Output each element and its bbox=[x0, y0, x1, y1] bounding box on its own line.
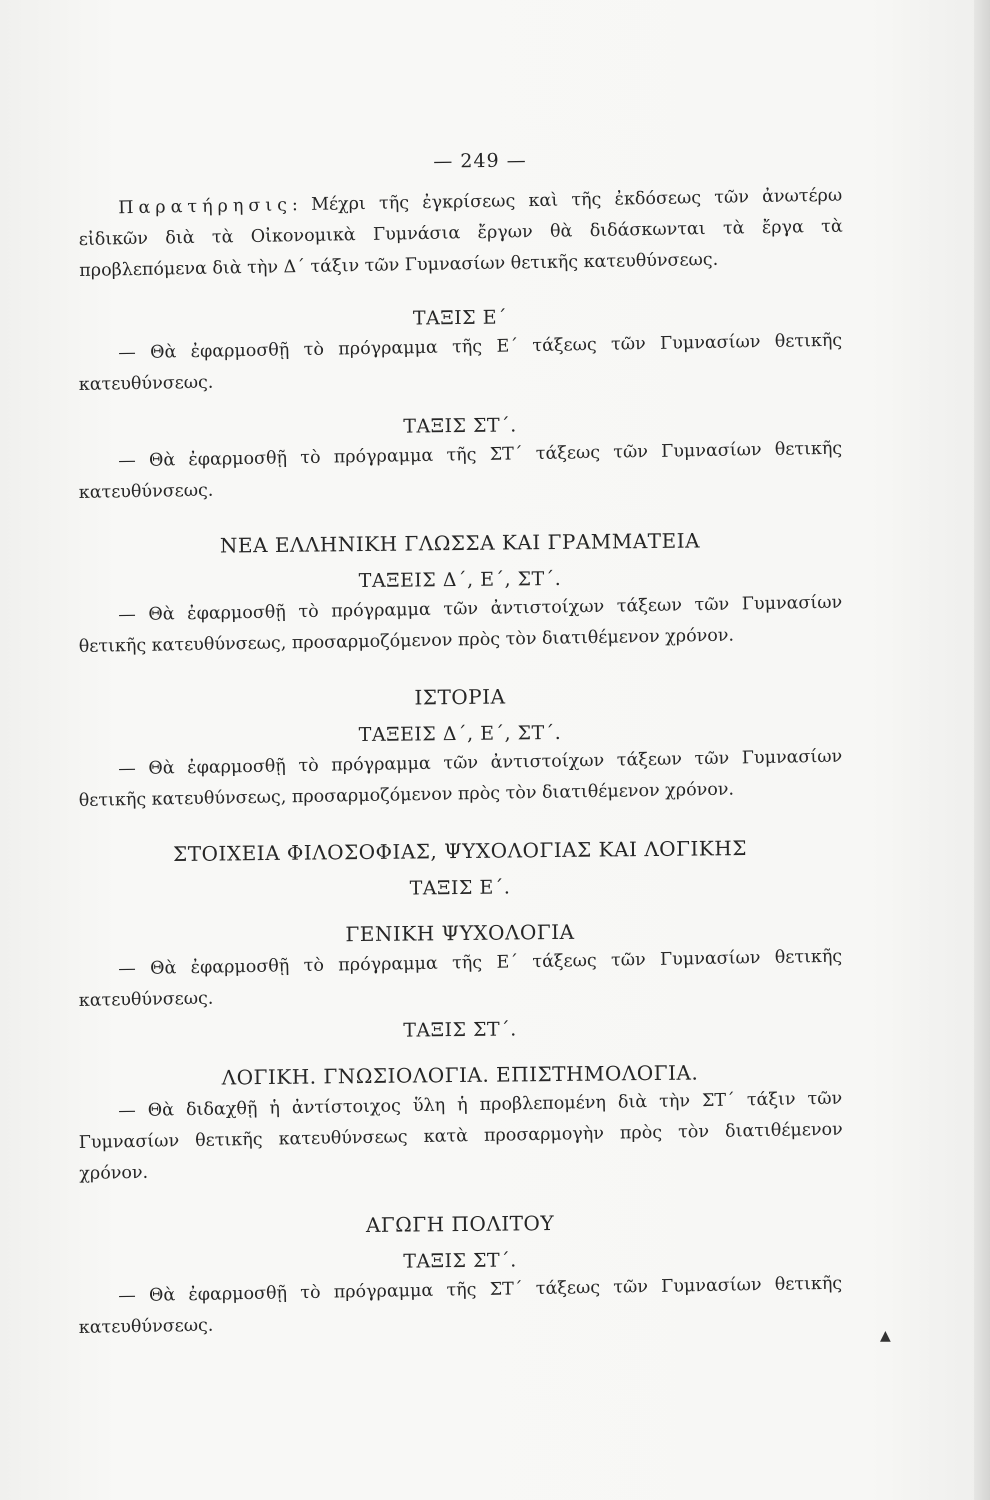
psychology-title: ΓΕΝΙΚΗ ΨΥΧΟΛΟΓΙΑ bbox=[345, 919, 575, 947]
logic-title: ΛΟΓΙΚΗ. ΓΝΩΣΙΟΛΟΓΙΑ. ΕΠΙΣΤΗΜΟΛΟΓΙΑ. bbox=[221, 1060, 699, 1090]
civics-class: ΤΑΞΙΣ ΣΤ΄. bbox=[403, 1249, 517, 1273]
history-text: — Θὰ ἐφαρμοσθῇ τὸ πρόγραμμα τῶν ἀντιστοίχων τάξεων τῶν Γυμνασίων θετικῆς κατευθύνσεως, προσαρμοζόμενον πρὸς τὸν διατιθέμενον χρόνον. bbox=[78, 746, 843, 811]
civics-text: — Θὰ ἐφαρμοσθῇ τὸ πρόγραμμα τῆς ΣΤ΄ τάξεως τῶν Γυμνασίων θετικῆς κατευθύνσεως. bbox=[78, 1273, 843, 1338]
history-title: ΙΣΤΟΡΙΑ bbox=[414, 684, 506, 710]
note-text: : Μέχρι τῆς ἐγκρίσεως καὶ τῆς ἐκδόσεως τῶν ἀνωτέρω εἰδικῶν διὰ τὰ Οἰκονομικὰ Γυμνάσια ἔργων θὰ διδάσκωνται τὰ ἔργα τὰ προβλεπόμενα διὰ τὴν Δ΄ τάξιν τῶν Γυμνασίων θετικῆς κατευθύνσεως. bbox=[78, 185, 843, 281]
philosophy-title: ΣΤΟΙΧΕΙΑ ΦΙΛΟΣΟΦΙΑΣ, ΨΥΧΟΛΟΓΙΑΣ ΚΑΙ ΛΟΓΙΚΗΣ bbox=[172, 835, 748, 867]
psychology-next-class: ΤΑΞΙΣ ΣΤ΄. bbox=[403, 1018, 517, 1042]
history-classes: ΤΑΞΕΙΣ Δ΄, Ε΄, ΣΤ΄. bbox=[358, 721, 562, 747]
class-e-text: — Θὰ ἐφαρμοσθῇ τὸ πρόγραμμα τῆς Ε΄ τάξεως τῶν Γυμνασίων θετικῆς κατευθύνσεως. bbox=[78, 330, 843, 395]
ink-spot-mark: ▲ bbox=[880, 1328, 891, 1344]
class-e-heading: ΤΑΞΙΣ Ε΄ bbox=[412, 306, 508, 330]
note-label: Παρατήρησις bbox=[118, 195, 293, 219]
class-st-heading: ΤΑΞΙΣ ΣΤ΄. bbox=[403, 414, 517, 438]
greek-classes: ΤΑΞΕΙΣ Δ΄, Ε΄, ΣΤ΄. bbox=[358, 567, 562, 593]
page-number: — 249 — bbox=[433, 149, 527, 173]
class-st-text: — Θὰ ἐφαρμοσθῇ τὸ πρόγραμμα τῆς ΣΤ΄ τάξεως τῶν Γυμνασίων θετικῆς κατευθύνσεως. bbox=[78, 438, 843, 503]
note-paragraph bbox=[78, 181, 844, 287]
logic-text: — Θὰ διδαχθῇ ἡ ἀντίστοιχος ὕλη ἡ προβλεπομένη διὰ τὴν ΣΤ΄ τάξιν τῶν Γυμνασίων θετικῆς κατευθύνσεως κατὰ προσαρμογὴν πρὸς τὸν διατιθέμενον χρόνον. bbox=[78, 1088, 843, 1184]
greek-title: ΝΕΑ ΕΛΛΗΝΙΚΗ ΓΛΩΣΣΑ ΚΑΙ ΓΡΑΜΜΑΤΕΙΑ bbox=[219, 528, 701, 558]
philosophy-class: ΤΑΞΙΣ Ε΄. bbox=[409, 876, 511, 900]
page-spine-shadow bbox=[974, 0, 990, 1500]
greek-text: — Θὰ ἐφαρμοσθῇ τὸ πρόγραμμα τῶν ἀντιστοίχων τάξεων τῶν Γυμνασίων θετικῆς κατευθύνσεως, προσαρμοζόμενον πρὸς τὸν διατιθέμενον χρόνον. bbox=[78, 592, 843, 657]
page-content bbox=[78, 150, 842, 1344]
psychology-text: — Θὰ ἐφαρμοσθῇ τὸ πρόγραμμα τῆς Ε΄ τάξεως τῶν Γυμνασίων θετικῆς κατευθύνσεως. bbox=[78, 946, 843, 1011]
civics-title: ΑΓΩΓΗ ΠΟΛΙΤΟΥ bbox=[365, 1211, 555, 1237]
